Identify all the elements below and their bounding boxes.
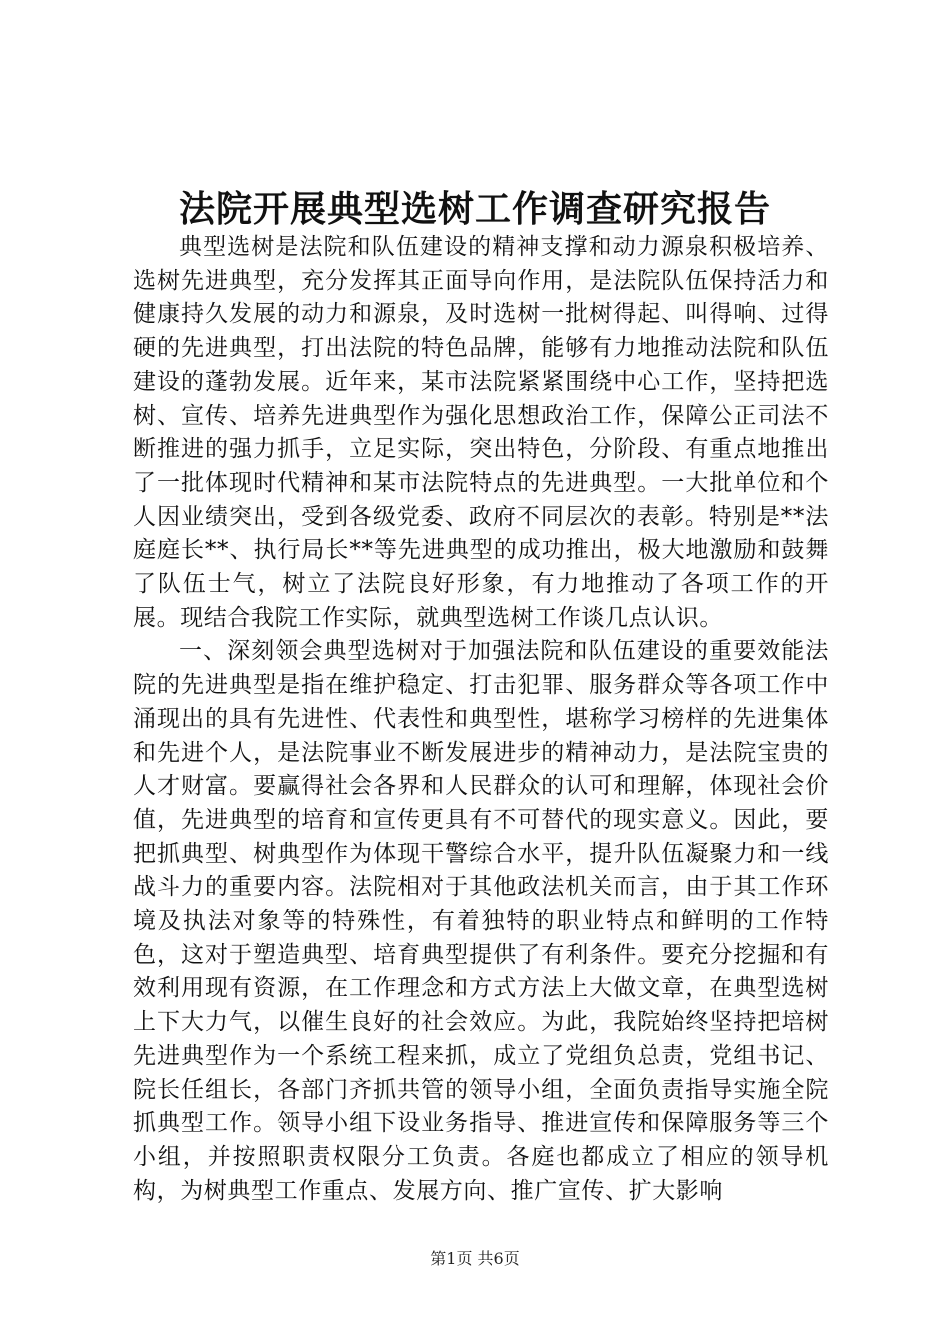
paragraph-intro: 典型选树是法院和队伍建设的精神支撑和动力源泉积极培养、选树先进典型，充分发挥其正面导向作用，是法院队伍保持活力和健康持久发展的动力和源泉，及时选树一批树得起、叫得响、过得硬的先进典型，打出法院的特色品牌，能够有力地推动法院和队伍建设的蓬勃发展。近年来，某市法院紧紧围绕中心工作，坚持把选树、宣传、培养先进典型作为强化思想政治工作，保障公正司法不断推进的强力抓手，立足实际，突出特色，分阶段、有重点地推出了一批体现时代精神和某市法院特点的先进典型。一大批单位和个人因业绩突出，受到各级党委、政府不同层次的表彰。特别是**法庭庭长**、执行局长**等先进典型的成功推出，极大地激励和鼓舞了队伍士气，树立了法院良好形象，有力地推动了各项工作的开展。现结合我院工作实际，就典型选树工作谈几点认识。 [133,234,829,631]
page-number-footer: 第1页 共6页 [430,1249,520,1268]
document-body [133,231,829,1208]
paragraph-section-one: 一、深刻领会典型选树对于加强法院和队伍建设的重要效能法院的先进典型是指在维护稳定、打击犯罪、服务群众等各项工作中涌现出的具有先进性、代表性和典型性，堪称学习榜样的先进集体和先进个人，是法院事业不断发展进步的精神动力，是法院宝贵的人才财富。要赢得社会各界和人民群众的认可和理解，体现社会价值，先进典型的培育和宣传更具有不可替代的现实意义。因此，要把抓典型、树典型作为体现干警综合水平，提升队伍凝聚力和一线战斗力的重要内容。法院相对于其他政法机关而言，由于其工作环境及执法对象等的特殊性，有着独特的职业特点和鲜明的工作特色，这对于塑造典型、培育典型提供了有利条件。要充分挖掘和有效利用现有资源，在工作理念和方式方法上大做文章，在典型选树上下大力气，以催生良好的社会效应。为此，我院始终坚持把培树先进典型作为一个系统工程来抓，成立了党组负总责，党组书记、院长任组长，各部门齐抓共管的领导小组，全面负责指导实施全院抓典型工作。领导小组下设业务指导、推进宣传和保障服务等三个小组，并按照职责权限分工负责。各庭也都成立了相应的领导机构，为树典型工作重点、发展方向、推广宣传、扩大影响 [133,638,829,1204]
document-title: 法院开展典型选树工作调查研究报告 [178,188,771,230]
